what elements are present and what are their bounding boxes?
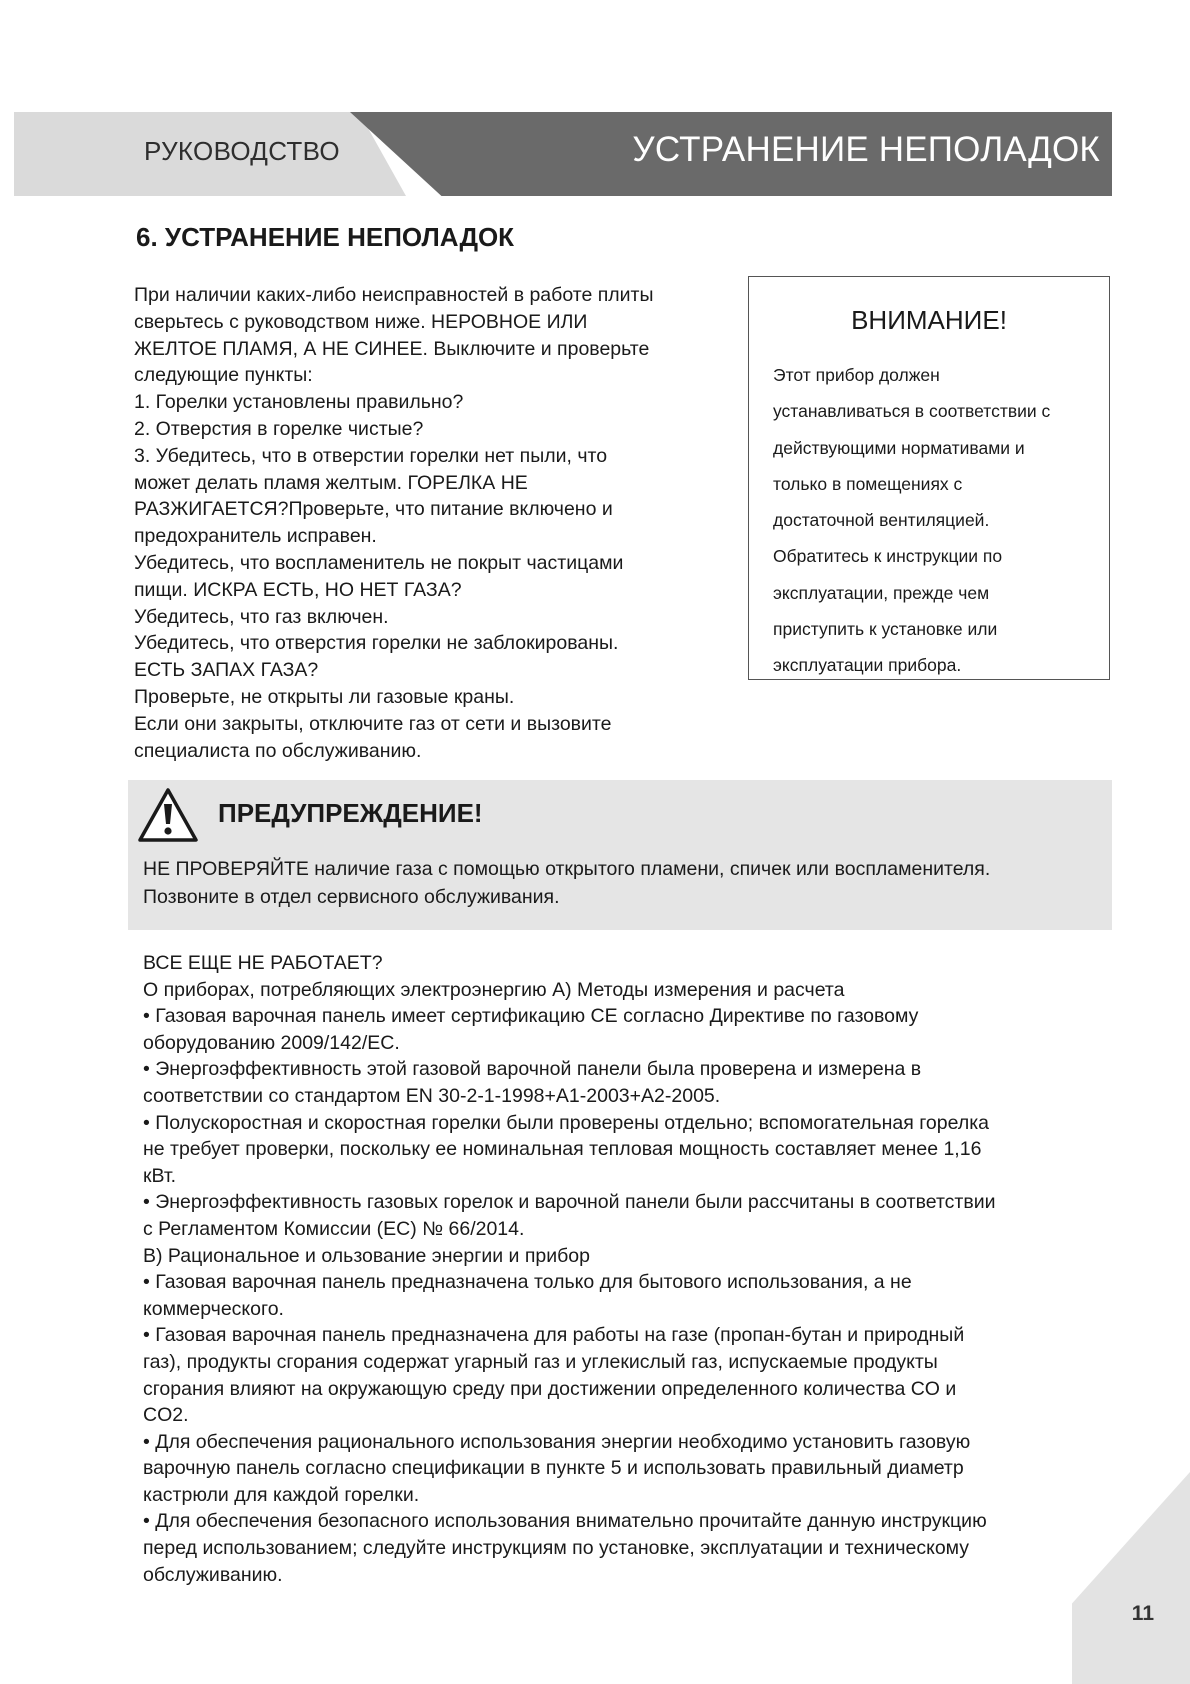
attention-line: только в помещениях с (773, 473, 963, 494)
intro-line: 2. Отверстия в горелке чистые? (134, 417, 424, 440)
attention-line: эксплуатации прибора. (773, 655, 962, 676)
intro-line: Если они закрыты, отключите газ от сети и вызовите (134, 712, 612, 735)
attention-line: действующими нормативами и (773, 437, 1025, 458)
body-line: • Газовая варочная панель предназначена для работы на газе (пропан-бутан и природный (143, 1324, 965, 1347)
body-line: • Газовая варочная панель предназначена только для бытового использования, а не (143, 1271, 912, 1294)
intro-line: Проверьте, не открыты ли газовые краны. (134, 685, 515, 708)
body-line: • Энергоэффективность газовых горелок и варочной панели были рассчитаны в соответствии (143, 1191, 996, 1214)
body-text (143, 950, 1103, 1588)
intro-line: 1. Горелки установлены правильно? (134, 391, 464, 414)
intro-line: РАЗЖИГАЕТСЯ?Проверьте, что питание включено и (134, 498, 613, 521)
header-left-title: РУКОВОДСТВО (144, 136, 340, 166)
intro-line: Убедитесь, что воспламенитель не покрыт частицами (134, 551, 624, 574)
intro-line: ЖЕЛТОЕ ПЛАМЯ, А НЕ СИНЕЕ. Выключите и проверьте (134, 337, 650, 360)
body-line: не требует проверки, поскольку ее номинальная тепловая мощность составляет менее 1,16 (143, 1138, 982, 1161)
body-line: сгорания влияют на окружающую среду при достижении определенного количества CO и (143, 1377, 957, 1400)
section-title: 6. УСТРАНЕНИЕ НЕПОЛАДОК (136, 222, 515, 252)
body-line: • Полускоростная и скоростная горелки были проверены отдельно; вспомогательная горелка (143, 1111, 990, 1134)
header-right-title: УСТРАНЕНИЕ НЕПОЛАДОК (632, 130, 1100, 169)
body-line: коммерческого. (143, 1297, 284, 1320)
body-line: О приборах, потребляющих электроэнергию А) Методы измерения и расчета (143, 978, 845, 1001)
body-line: кВт. (143, 1164, 177, 1187)
attention-line: устанавливаться в соответствии с (773, 401, 1051, 422)
attention-line: эксплуатации, прежде чем (773, 582, 990, 603)
warning-title: ПРЕДУПРЕЖДЕНИЕ! (218, 798, 483, 828)
intro-line: При наличии каких-либо неисправностей в работе плиты (134, 284, 654, 306)
body-line: оборудованию 2009/142/ЕС. (143, 1031, 400, 1054)
body-line: • Газовая варочная панель имеет сертификацию CE согласно Директиве по газовому (143, 1005, 919, 1028)
warning-triangle-icon (136, 786, 200, 844)
body-line: обслуживанию. (143, 1563, 283, 1586)
intro-line: специалиста по обслуживанию. (134, 739, 422, 762)
intro-line: следующие пункты: (134, 364, 313, 387)
page-number: 11 (1131, 1602, 1154, 1625)
body-line: кастрюли для каждой горелки. (143, 1483, 420, 1506)
intro-line: 3. Убедитесь, что в отверстии горелки нет пыли, что (134, 444, 608, 467)
body-line: CO2. (143, 1404, 189, 1427)
intro-line: пищи. ИСКРА ЕСТЬ, НО НЕТ ГАЗА? (134, 578, 462, 601)
body-line: соответствии со стандартом EN 30-2-1-1998+A1-2003+A2-2005. (143, 1084, 721, 1107)
warning-text (143, 856, 1103, 911)
attention-line: приступить к установке или (773, 619, 998, 640)
body-line: газ), продукты сгорания содержат угарный газ и углекислый газ, испускаемые продукты (143, 1350, 938, 1373)
warning-line: НЕ ПРОВЕРЯЙТЕ наличие газа с помощью открытого пламени, спичек или воспламенителя. (143, 858, 991, 880)
attention-text (773, 357, 1103, 684)
intro-line: может делать пламя желтым. ГОРЕЛКА НЕ (134, 471, 528, 494)
intro-line: Убедитесь, что газ включен. (134, 605, 389, 628)
intro-line: ЕСТЬ ЗАПАХ ГАЗА? (134, 659, 319, 682)
body-line: с Регламентом Комиссии (ЕС) № 66/2014. (143, 1217, 525, 1240)
body-line: • Энергоэффективность этой газовой варочной панели была проверена и измерена в (143, 1058, 922, 1081)
attention-line: достаточной вентиляцией. (773, 510, 990, 531)
body-line: B) Рациональное и ользование энергии и прибор (143, 1244, 590, 1267)
body-line: ВСЕ ЕЩЕ НЕ РАБОТАЕТ? (143, 952, 383, 974)
intro-line: сверьтесь с руководством ниже. НЕРОВНОЕ ИЛИ (134, 310, 588, 333)
warning-line: Позвоните в отдел сервисного обслуживания. (143, 885, 560, 908)
intro-line: предохранитель исправен. (134, 525, 377, 548)
attention-line: Обратитесь к инструкции по (773, 546, 1003, 567)
attention-line: Этот прибор должен (773, 365, 940, 385)
intro-line: Убедитесь, что отверстия горелки не заблокированы. (134, 632, 619, 655)
body-line: варочную панель согласно спецификации в пункте 5 и использовать правильный диаметр (143, 1457, 964, 1480)
intro-text (134, 282, 734, 764)
attention-box (748, 276, 1110, 680)
body-line: • Для обеспечения безопасного использования внимательно прочитайте данную инструкцию (143, 1510, 987, 1533)
body-line: • Для обеспечения рационального использования энергии необходимо установить газовую (143, 1430, 971, 1453)
body-line: перед использованием; следуйте инструкциям по установке, эксплуатации и техническому (143, 1537, 970, 1560)
attention-title: ВНИМАНИЕ! (851, 305, 1007, 335)
